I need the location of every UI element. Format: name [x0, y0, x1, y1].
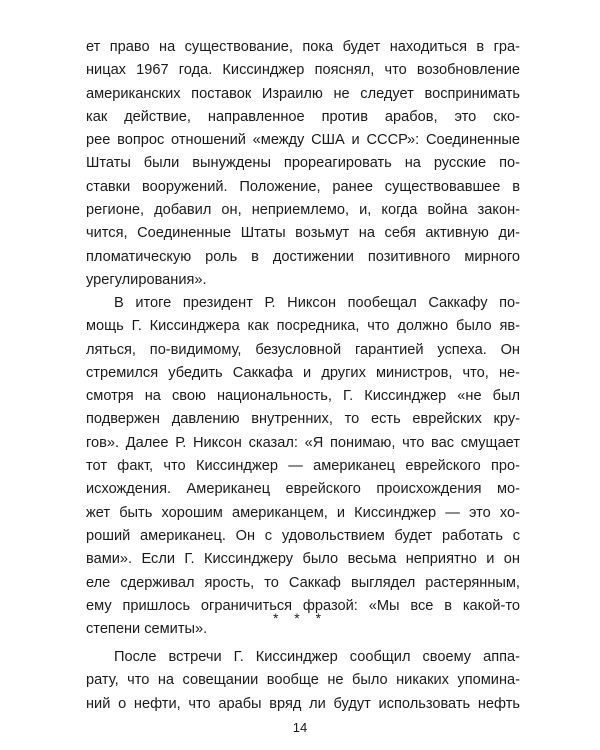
page-number: 14 — [292, 720, 308, 735]
text-line: рее вопрос отношений «между США и СССР»: Соединенные — [86, 132, 520, 149]
text-line: мощь Г. Киссинджера как посредника, что должно было яв- — [86, 318, 520, 335]
text-line: тот факт, что Киссинджер — американец еврейского про- — [86, 458, 520, 475]
text-line: Штаты были вынуждены прореагировать на русские по- — [86, 155, 520, 172]
text-line: ет право на существование, пока будет находиться в гра- — [86, 39, 520, 55]
text-line: американских поставок Израилю не следует воспринимать — [86, 85, 520, 102]
text-line: регионе, добавил он, неприемлемо, и, когда война закон- — [86, 202, 520, 219]
text-line: как действие, направленное против арабов, это ско- — [86, 108, 520, 125]
text-line: пломатическую роль в достижении позитивного мирного — [86, 248, 520, 265]
text-line: урегулирования». — [86, 271, 207, 288]
text-line: В итоге президент Р. Никсон пообещал Саккафу по- — [114, 295, 520, 311]
text-line: ему пришлось ограничиться фразой: «Мы все в какой-то — [86, 597, 520, 614]
text-line: исхождения. Американец еврейского происхождения мо- — [86, 481, 520, 498]
text-line: степени семиты». — [86, 621, 208, 638]
text-line: ставки вооружений. Положение, ранее существовавшее в — [86, 178, 520, 195]
text-line: еле сдерживал ярость, то Саккаф выглядел растерянным, — [86, 574, 520, 591]
section-separator: * * * — [272, 610, 328, 626]
text-line: рату, что на совещании вообще не было никаких упомина- — [86, 672, 520, 689]
paragraph-1 — [86, 36, 520, 292]
text-line: чится, Соединенные Штаты возьмут на себя активную ди- — [86, 225, 520, 242]
text-line: вами». Если Г. Киссинджеру было весьма неприятно и он — [86, 551, 520, 568]
text-line: ницах 1967 года. Киссинджер пояснял, что возобновление — [86, 62, 520, 79]
paragraph-3 — [86, 646, 520, 716]
text-line: жет быть хорошим американцем, и Киссинджер — это хо- — [86, 504, 520, 521]
text-line: гов». Далее Р. Никсон сказал: «Я понимаю, что вас смущает — [86, 434, 520, 451]
text-line: После встречи Г. Киссинджер сообщил своему аппа- — [114, 649, 520, 665]
text-line: подвержен давлению внутренних, то есть еврейских кру- — [86, 411, 520, 428]
text-line: роший американец. Он с удовольствием будет работать с — [86, 527, 520, 544]
text-line: ний о нефти, что арабы вряд ли будут использовать нефть — [86, 695, 520, 712]
text-line: смотря на свою национальность, Г. Киссинджер «не был — [86, 388, 520, 405]
text-line: стремился убедить Саккафа и других министров, что, не- — [86, 364, 520, 381]
text-line: ляться, по-видимому, безусловной гарантией успеха. Он — [86, 341, 520, 358]
paragraph-2 — [86, 292, 520, 641]
